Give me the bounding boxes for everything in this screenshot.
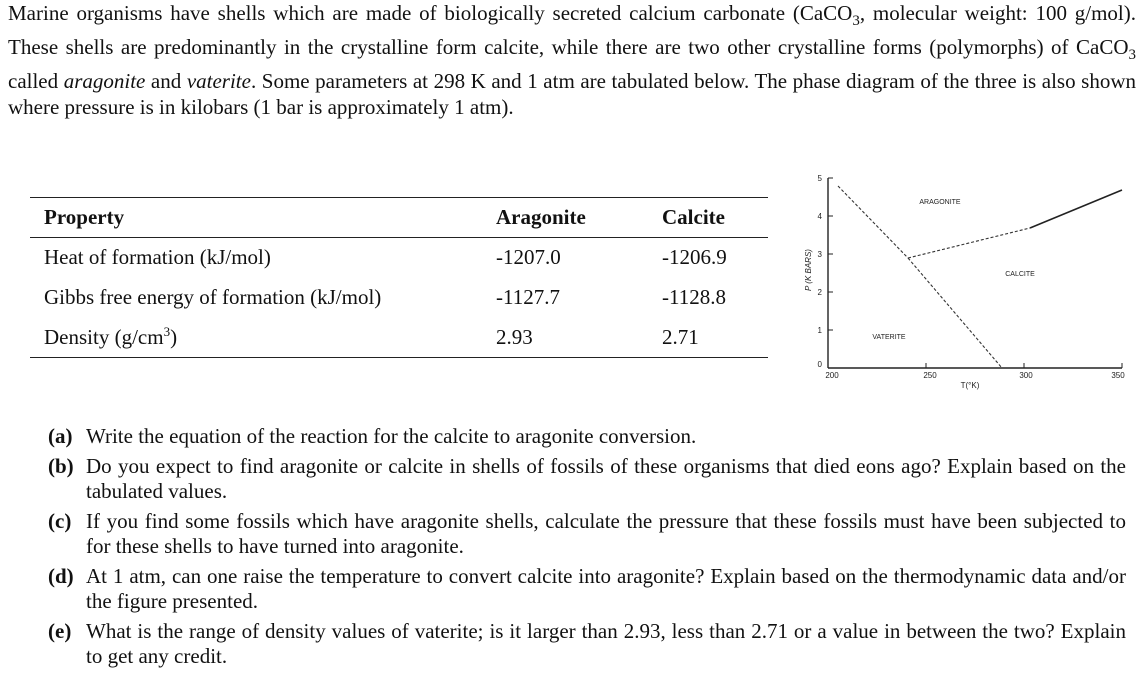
question-text: At 1 atm, can one raise the temperature to convert calcite into aragonite? Explain based on the thermodynamic data and/or the figure presented.	[86, 564, 1126, 613]
question-label: (e)	[48, 619, 72, 643]
y-tick-label: 2	[817, 288, 822, 297]
intro-subscript-2: 3	[1128, 47, 1136, 64]
question-label: (c)	[48, 509, 72, 533]
question-text: What is the range of density values of vaterite; is it larger than 2.93, less than 2.71 or a value in between the two? Explain to get any credit.	[86, 619, 1126, 668]
table-row	[30, 238, 768, 278]
cell-property: Heat of formation (kJ/mol)	[44, 245, 271, 270]
header-calcite: Calcite	[662, 198, 768, 238]
intro-paragraph	[8, 0, 1136, 120]
x-tick-label: 200	[825, 371, 839, 380]
header-property: Property	[30, 198, 496, 238]
cell-calcite: -1206.9	[662, 245, 727, 270]
density-label-tail: )	[170, 325, 178, 350]
table-row	[30, 318, 768, 358]
intro-vaterite-term: vaterite	[186, 69, 251, 94]
x-ticks	[828, 363, 1122, 368]
region-vaterite: VATERITE	[872, 334, 906, 341]
header-aragonite: Aragonite	[496, 198, 662, 238]
list-item	[48, 509, 1126, 559]
intro-text-1: Marine organisms have shells which are made of biologically secreted calcium carbonate (CaCO	[8, 1, 853, 25]
y-ticks	[828, 178, 833, 368]
question-text: If you find some fossils which have aragonite shells, calculate the pressure that these fossils must have been subjected to for these shells to have turned into aragonite.	[86, 509, 1126, 558]
question-text: Do you expect to find aragonite or calcite in shells of fossils of these organisms that died eons ago? Explain based on the tabulated values.	[86, 454, 1126, 503]
cell-property: Gibbs free energy of formation (kJ/mol)	[44, 285, 382, 309]
x-axis-label: T(°K)	[960, 381, 980, 390]
intro-text-3: called	[8, 69, 64, 94]
density-superscript: 3	[163, 324, 171, 340]
list-item	[48, 454, 1126, 504]
question-text: Write the equation of the reaction for the calcite to aragonite conversion.	[86, 424, 697, 448]
properties-table	[30, 197, 768, 358]
cell-aragonite: -1207.0	[496, 245, 561, 270]
density-label: Density (g/cm	[44, 325, 164, 350]
phase-diagram	[800, 170, 1140, 400]
question-label: (a)	[48, 424, 73, 448]
intro-subscript-1: 3	[852, 13, 860, 30]
cell-calcite: 2.71	[662, 318, 768, 358]
region-aragonite: ARAGONITE	[919, 199, 961, 206]
list-item	[48, 619, 1126, 669]
question-label: (d)	[48, 564, 74, 588]
cell-aragonite: -1127.7	[496, 285, 560, 309]
aragonite-calcite-boundary-dashed	[908, 228, 1030, 258]
intro-aragonite-term: aragonite	[63, 69, 146, 94]
y-tick-label: 3	[817, 250, 822, 259]
intro-text-2: , molecular weight: 100 g/mol). These shells are predominantly in the crystalline form calcite, while there are two other crystalline forms (polymorphs) of CaCO	[8, 1, 1136, 60]
x-tick-label: 250	[923, 371, 937, 380]
vaterite-calcite-boundary	[908, 258, 1002, 368]
intro-text-4: and	[145, 69, 187, 94]
question-label: (b)	[48, 454, 74, 478]
y-tick-label: 0	[817, 360, 822, 369]
x-tick-label: 350	[1111, 371, 1125, 380]
aragonite-calcite-boundary-solid	[1030, 190, 1122, 228]
cell-aragonite: 2.93	[496, 318, 662, 358]
cell-property	[30, 318, 496, 358]
list-item	[48, 564, 1126, 614]
y-axis-label: P (K BARS)	[804, 249, 813, 291]
question-list	[48, 424, 1126, 674]
table-row	[30, 278, 768, 318]
y-tick-label: 5	[817, 174, 822, 183]
y-tick-label: 1	[817, 326, 822, 335]
table-header-row	[30, 198, 768, 238]
y-tick-label: 4	[817, 212, 822, 221]
vaterite-aragonite-boundary	[838, 186, 908, 258]
intro-text-5: . Some parameters at 298 K and 1 atm are tabulated below. The phase diagram of the three is also shown where pressure is in kilobars (1 bar is approximately 1 atm).	[8, 69, 1137, 120]
x-tick-label: 300	[1019, 371, 1033, 380]
cell-calcite: -1128.8	[662, 285, 726, 309]
region-calcite: CALCITE	[1005, 271, 1035, 278]
list-item	[48, 424, 1126, 449]
